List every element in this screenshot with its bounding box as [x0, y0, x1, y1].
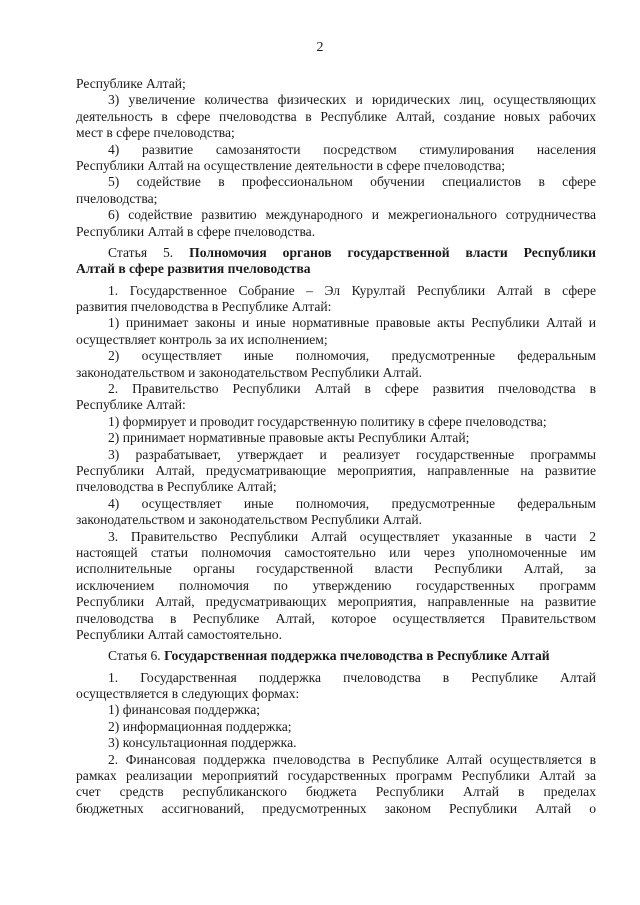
text-line — [76, 142, 596, 158]
text-line — [76, 561, 596, 577]
text-line — [76, 174, 596, 190]
line-text: Республики Алтай, предусматривающих мероприятия, направленные на развитие — [76, 594, 596, 610]
article-number: Статья 5. — [108, 244, 190, 260]
line-text: 2) информационная поддержка; — [108, 718, 292, 734]
line-text: 2) осуществляет иные полномочия, предусмотренные федеральным — [108, 348, 596, 364]
text-line — [76, 299, 596, 315]
text-line — [76, 381, 596, 397]
line-text: пчеловодства в Республике Алтай, которое осуществляется Правительством — [76, 610, 596, 626]
line-text: 3) консультационная поддержка. — [108, 735, 297, 751]
paragraph — [76, 76, 596, 92]
paragraph — [76, 648, 596, 664]
text-line — [76, 496, 596, 512]
line-text: пчеловодства; — [76, 190, 158, 206]
text-line — [76, 245, 596, 261]
text-line — [76, 463, 596, 479]
paragraph — [76, 174, 596, 207]
line-text: рамках реализации мероприятий государственных программ Республики Алтай за — [76, 768, 596, 784]
line-text: 1) принимает законы и иные нормативные правовые акты Республики Алтай и — [108, 315, 596, 331]
text-line — [76, 512, 596, 528]
line-text: исполнительные органы государственной власти Республики Алтай, за — [76, 561, 596, 577]
text-line — [76, 414, 596, 430]
text-line — [76, 207, 596, 223]
line-text: Республике Алтай: — [76, 397, 186, 413]
document-body — [76, 76, 596, 817]
page-number: 2 — [316, 40, 324, 55]
line-text: счет средств республиканского бюджета Республики Алтай в пределах — [76, 784, 596, 800]
line-text: 3) разрабатывает, утверждает и реализует государственные программы — [108, 446, 596, 462]
text-line — [76, 191, 596, 207]
line-text: 1. Государственная поддержка пчеловодства в Республике Алтай — [108, 669, 596, 685]
line-text: 1. Государственное Собрание – Эл Курултай Республики Алтай в сфере — [108, 282, 596, 298]
line-text: Республики Алтай на осуществление деятельности в сфере пчеловодства; — [76, 157, 506, 173]
line-text: Республике Алтай; — [76, 76, 186, 91]
line-text: пчеловодства в Республике Алтай; — [76, 479, 277, 495]
line-text: настоящей статьи полномочия самостоятельно или через уполномоченные им — [76, 544, 596, 560]
text-line — [76, 801, 596, 817]
text-line — [76, 719, 596, 735]
line-text: 4) развитие самозанятости посредством стимулирования населения — [108, 141, 596, 157]
text-line — [76, 479, 596, 495]
line-text: 3) увеличение количества физических и юридических лиц, осуществляющих — [108, 92, 596, 108]
paragraph — [76, 719, 596, 735]
text-line — [76, 261, 596, 277]
line-text: мест в сфере пчеловодства; — [76, 125, 235, 141]
paragraph — [76, 702, 596, 718]
paragraph — [76, 529, 596, 644]
text-line — [76, 784, 596, 800]
text-line — [76, 686, 596, 702]
text-line — [76, 670, 596, 686]
paragraph — [76, 348, 596, 381]
line-text: законодательством и законодательством Республики Алтай. — [76, 364, 423, 380]
text-line — [76, 752, 596, 768]
paragraph — [76, 496, 596, 529]
text-line — [76, 594, 596, 610]
text-line — [76, 447, 596, 463]
line-text: Республики Алтай в сфере пчеловодства. — [76, 223, 316, 239]
paragraph — [76, 430, 596, 446]
text-line — [76, 611, 596, 627]
line-text: Республики Алтай самостоятельно. — [76, 626, 282, 642]
text-line — [76, 348, 596, 364]
paragraph — [76, 752, 596, 818]
text-line — [76, 430, 596, 446]
text-line — [76, 76, 596, 92]
text-line — [76, 332, 596, 348]
paragraph — [76, 414, 596, 430]
text-line — [76, 545, 596, 561]
paragraph — [76, 447, 596, 496]
text-line — [76, 578, 596, 594]
line-text: 2. Правительство Республики Алтай в сфере развития пчеловодства в — [108, 381, 596, 397]
line-text: 3. Правительство Республики Алтай осуществляет указанные в части 2 — [108, 528, 596, 544]
text-line — [76, 627, 596, 643]
text-line — [76, 283, 596, 299]
article-title: Полномочия органов государственной власти Республики — [189, 244, 596, 260]
article-title: Алтай в сфере развития пчеловодства — [76, 261, 311, 277]
line-text: 5) содействие в профессиональном обучении специалистов в сфере — [108, 174, 596, 190]
line-text: осуществляется в следующих формах: — [76, 686, 300, 702]
text-line — [76, 529, 596, 545]
text-line — [76, 648, 596, 664]
line-text: деятельность в сфере пчеловодства в Республике Алтай, создание новых рабочих — [76, 108, 596, 124]
line-text: развития пчеловодства в Республике Алтай: — [76, 299, 332, 315]
line-text: 4) осуществляет иные полномочия, предусмотренные федеральным — [108, 495, 596, 511]
line-text: Республики Алтай, предусматривающие мероприятия, направленные на развитие — [76, 462, 596, 478]
text-line — [76, 768, 596, 784]
paragraph — [76, 207, 596, 240]
line-text: 1) финансовая поддержка; — [108, 702, 261, 718]
text-line — [76, 109, 596, 125]
paragraph — [76, 735, 596, 751]
paragraph — [76, 315, 596, 348]
line-text: 2. Финансовая поддержка пчеловодства в Республике Алтай осуществляется в — [108, 751, 596, 767]
text-line — [76, 92, 596, 108]
line-text: осуществляет контроль за их исполнением; — [76, 331, 328, 347]
text-line — [76, 397, 596, 413]
text-line — [76, 125, 596, 141]
line-text: законодательством и законодательством Республики Алтай. — [76, 512, 423, 528]
paragraph — [76, 92, 596, 141]
line-text: 6) содействие развитию международного и межрегионального сотрудничества — [108, 207, 596, 223]
text-line — [76, 224, 596, 240]
article-title: Государственная поддержка пчеловодства в Республике Алтай — [164, 648, 550, 664]
text-line — [76, 365, 596, 381]
text-line — [76, 702, 596, 718]
paragraph — [76, 142, 596, 175]
line-text: 2) принимает нормативные правовые акты Республики Алтай; — [108, 430, 470, 446]
text-line — [76, 158, 596, 174]
paragraph — [76, 381, 596, 414]
paragraph — [76, 670, 596, 703]
line-text: исключением полномочия по утверждению государственных программ — [76, 577, 596, 593]
paragraph — [76, 283, 596, 316]
line-text: бюджетных ассигнований, предусмотренных законом Республики Алтай о — [76, 800, 596, 816]
text-line — [76, 735, 596, 751]
paragraph — [76, 245, 596, 278]
line-text: 1) формирует и проводит государственную политику в сфере пчеловодства; — [108, 413, 547, 429]
article-number: Статья 6. — [108, 648, 165, 664]
text-line — [76, 315, 596, 331]
